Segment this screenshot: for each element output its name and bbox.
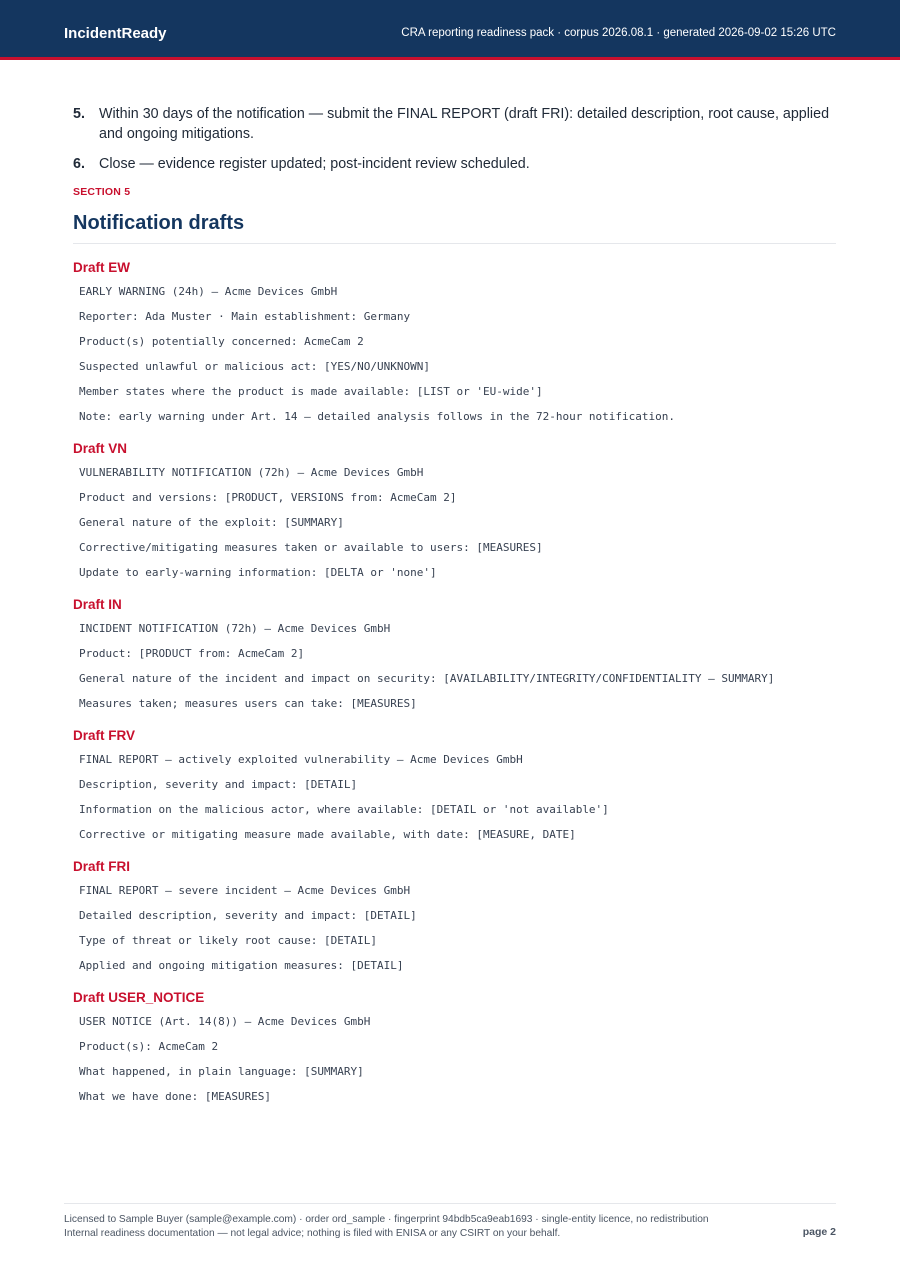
draft-line: Detailed description, severity and impact: [DETAIL] xyxy=(79,909,417,922)
step-item xyxy=(73,104,836,144)
footer xyxy=(64,1203,836,1240)
step-number: 5. xyxy=(73,106,85,122)
draft-section xyxy=(73,990,836,1105)
draft-line: Measures taken; measures users can take: [MEASURES] xyxy=(79,697,417,710)
draft-line: Product: [PRODUCT from: AcmeCam 2] xyxy=(79,647,305,660)
draft-line: Note: early warning under Art. 14 — detailed analysis follows in the 72-hour notification. xyxy=(79,410,676,423)
drafts-list xyxy=(73,260,836,1105)
step-number: 6. xyxy=(73,156,85,172)
draft-section xyxy=(73,859,836,974)
page-content xyxy=(73,104,836,1114)
draft-line: VULNERABILITY NOTIFICATION (72h) — Acme Devices GmbH xyxy=(79,466,424,479)
header-meta: CRA reporting readiness pack · corpus 2026.08.1 · generated 2026-09-02 15:26 UTC xyxy=(401,27,836,39)
draft-line: Information on the malicious actor, where available: [DETAIL or 'not available'] xyxy=(79,803,609,816)
draft-line: FINAL REPORT — severe incident — Acme Devices GmbH xyxy=(79,884,411,897)
step-item xyxy=(73,154,836,174)
brand-name: IncidentReady xyxy=(64,25,167,42)
header-bar xyxy=(0,0,900,60)
draft-line: What we have done: [MEASURES] xyxy=(79,1090,272,1103)
draft-line: General nature of the incident and impact on security: [AVAILABILITY/INTEGRITY/CONFIDENTIALITY — SUMMARY] xyxy=(79,672,775,685)
license-text: Licensed to Sample Buyer (sample@example.com) · order ord_sample · fingerprint 94bdb5ca9eab1693 · single-entity licence, no redistribution xyxy=(64,1214,709,1225)
draft-line: USER NOTICE (Art. 14(8)) — Acme Devices GmbH xyxy=(79,1015,371,1028)
draft-line: Product and versions: [PRODUCT, VERSIONS from: AcmeCam 2] xyxy=(79,491,457,504)
draft-line: FINAL REPORT — actively exploited vulnerability — Acme Devices GmbH xyxy=(79,753,523,766)
draft-line: What happened, in plain language: [SUMMARY] xyxy=(79,1065,364,1078)
draft-line: Description, severity and impact: [DETAIL] xyxy=(79,778,358,791)
draft-section xyxy=(73,260,836,425)
draft-title: Draft VN xyxy=(73,441,128,456)
draft-line: Applied and ongoing mitigation measures: [DETAIL] xyxy=(79,959,404,972)
section-title: Notification drafts xyxy=(73,212,836,244)
draft-title: Draft IN xyxy=(73,597,122,612)
page-number: page 2 xyxy=(802,1226,836,1238)
draft-line: General nature of the exploit: [SUMMARY] xyxy=(79,516,344,529)
draft-line: Suspected unlawful or malicious act: [YES/NO/UNKNOWN] xyxy=(79,360,430,373)
draft-title: Draft USER_NOTICE xyxy=(73,990,205,1005)
draft-section xyxy=(73,597,836,712)
draft-line: Product(s) potentially concerned: AcmeCam 2 xyxy=(79,335,364,348)
draft-line: Corrective or mitigating measure made available, with date: [MEASURE, DATE] xyxy=(79,828,576,841)
draft-line: Reporter: Ada Muster · Main establishment: Germany xyxy=(79,310,411,323)
step-text: Within 30 days of the notification — submit the FINAL REPORT (draft FRI): detailed description, root cause, applied and ongoing mitigations. xyxy=(99,106,830,142)
draft-line: Corrective/mitigating measures taken or available to users: [MEASURES] xyxy=(79,541,543,554)
section-label: SECTION 5 xyxy=(73,186,131,198)
draft-line: EARLY WARNING (24h) — Acme Devices GmbH xyxy=(79,285,338,298)
draft-line: Product(s): AcmeCam 2 xyxy=(79,1040,219,1053)
draft-line: Update to early-warning information: [DELTA or 'none'] xyxy=(79,566,437,579)
draft-line: INCIDENT NOTIFICATION (72h) — Acme Devices GmbH xyxy=(79,622,391,635)
draft-section xyxy=(73,441,836,581)
step-text: Close — evidence register updated; post-incident review scheduled. xyxy=(99,156,530,172)
draft-line: Member states where the product is made available: [LIST or 'EU-wide'] xyxy=(79,385,543,398)
disclaimer-text: Internal readiness documentation — not legal advice; nothing is filed with ENISA or any CSIRT on your behalf. xyxy=(64,1227,561,1239)
draft-section xyxy=(73,728,836,843)
draft-line: Type of threat or likely root cause: [DETAIL] xyxy=(79,934,378,947)
draft-title: Draft FRI xyxy=(73,859,130,874)
draft-title: Draft EW xyxy=(73,260,130,275)
draft-title: Draft FRV xyxy=(73,728,136,743)
